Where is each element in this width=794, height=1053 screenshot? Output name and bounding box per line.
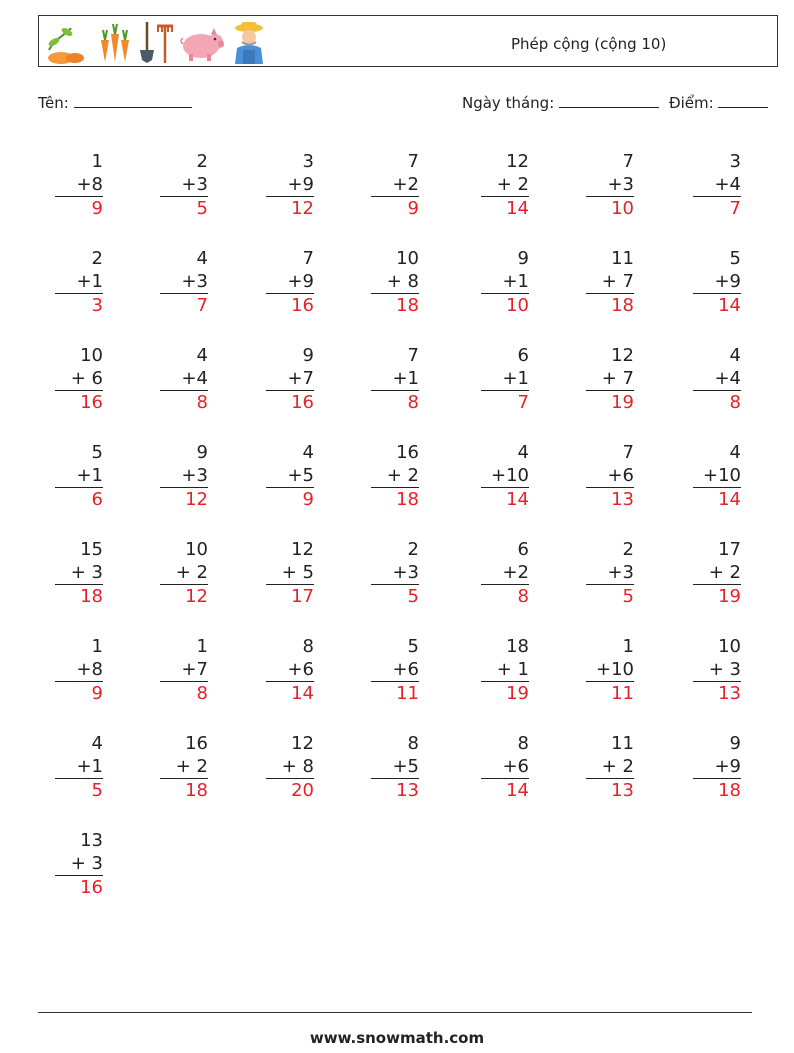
second-addend: +3 (371, 561, 419, 585)
addition-problem (586, 732, 634, 802)
header-box (38, 15, 778, 67)
addition-problem (481, 344, 529, 414)
answer: 9 (91, 198, 103, 219)
answer: 18 (611, 295, 634, 316)
first-addend: 4 (91, 733, 103, 754)
second-addend: +5 (371, 755, 419, 779)
first-addend: 1 (91, 151, 103, 172)
answer: 8 (196, 392, 208, 413)
first-addend: 10 (80, 345, 103, 366)
answer: 12 (185, 586, 208, 607)
answer: 14 (718, 489, 741, 510)
first-addend: 11 (611, 733, 634, 754)
second-addend: +1 (55, 464, 103, 488)
first-addend: 2 (407, 539, 419, 560)
first-addend: 4 (729, 345, 741, 366)
page-title: Phép cộng (cộng 10) (511, 35, 667, 53)
score-field (669, 93, 768, 112)
addition-problem (371, 247, 419, 317)
answer: 12 (291, 198, 314, 219)
answer: 18 (396, 295, 419, 316)
footer-site: www.snowmath.com (309, 1029, 485, 1047)
answer: 7 (196, 295, 208, 316)
second-addend: +6 (586, 464, 634, 488)
answer: 5 (622, 586, 634, 607)
answer: 7 (729, 198, 741, 219)
addition-problem (693, 732, 741, 802)
second-addend: +8 (55, 658, 103, 682)
second-addend: +1 (371, 367, 419, 391)
answer: 7 (517, 392, 529, 413)
footer-divider (38, 1012, 752, 1013)
answer: 9 (302, 489, 314, 510)
addition-problem (55, 829, 103, 899)
second-addend: +9 (693, 270, 741, 294)
second-addend: +6 (481, 755, 529, 779)
addition-problem (266, 635, 314, 705)
name-label: Tên: (38, 94, 69, 112)
second-addend: +1 (481, 367, 529, 391)
first-addend: 16 (396, 442, 419, 463)
second-addend: +9 (266, 270, 314, 294)
second-addend: +7 (266, 367, 314, 391)
first-addend: 2 (91, 248, 103, 269)
first-addend: 7 (622, 151, 634, 172)
addition-problem (371, 732, 419, 802)
second-addend: + 3 (55, 852, 103, 876)
date-field (462, 93, 659, 112)
second-addend: + 8 (266, 755, 314, 779)
answer: 18 (80, 586, 103, 607)
addition-problem (371, 344, 419, 414)
first-addend: 5 (729, 248, 741, 269)
first-addend: 4 (196, 345, 208, 366)
answer: 14 (506, 198, 529, 219)
second-addend: +3 (160, 173, 208, 197)
second-addend: +3 (160, 270, 208, 294)
answer: 16 (291, 392, 314, 413)
second-addend: + 2 (481, 173, 529, 197)
second-addend: +3 (160, 464, 208, 488)
second-addend: + 2 (586, 755, 634, 779)
first-addend: 5 (91, 442, 103, 463)
second-addend: +9 (693, 755, 741, 779)
second-addend: +10 (693, 464, 741, 488)
second-addend: +8 (55, 173, 103, 197)
addition-problem (55, 441, 103, 511)
sprout-carrot-icon (45, 20, 85, 64)
second-addend: + 2 (693, 561, 741, 585)
second-addend: +4 (693, 367, 741, 391)
first-addend: 12 (611, 345, 634, 366)
first-addend: 5 (407, 636, 419, 657)
answer: 16 (80, 392, 103, 413)
addition-problem (55, 732, 103, 802)
addition-problem (160, 732, 208, 802)
answer: 13 (396, 780, 419, 801)
answer: 14 (291, 683, 314, 704)
addition-problem (266, 247, 314, 317)
first-addend: 7 (302, 248, 314, 269)
answer: 14 (506, 780, 529, 801)
addition-problem (55, 247, 103, 317)
second-addend: +6 (266, 658, 314, 682)
addition-problem (586, 150, 634, 220)
answer: 13 (611, 489, 634, 510)
date-label: Ngày tháng: (462, 94, 555, 112)
first-addend: 7 (622, 442, 634, 463)
answer: 10 (611, 198, 634, 219)
second-addend: + 7 (586, 367, 634, 391)
addition-problem (481, 635, 529, 705)
addition-problem (371, 635, 419, 705)
first-addend: 10 (718, 636, 741, 657)
second-addend: + 8 (371, 270, 419, 294)
addition-problem (481, 150, 529, 220)
second-addend: +5 (266, 464, 314, 488)
answer: 12 (185, 489, 208, 510)
first-addend: 1 (622, 636, 634, 657)
addition-problem (693, 344, 741, 414)
first-addend: 18 (506, 636, 529, 657)
first-addend: 6 (517, 345, 529, 366)
date-blank (559, 93, 659, 108)
answer: 8 (729, 392, 741, 413)
second-addend: +10 (481, 464, 529, 488)
addition-problem (266, 344, 314, 414)
second-addend: +7 (160, 658, 208, 682)
addition-problem (55, 635, 103, 705)
name-blank (74, 93, 192, 108)
first-addend: 3 (729, 151, 741, 172)
second-addend: + 6 (55, 367, 103, 391)
addition-problem (266, 732, 314, 802)
farmer-icon (229, 20, 269, 64)
addition-problem (693, 247, 741, 317)
answer: 9 (91, 683, 103, 704)
second-addend: +1 (55, 270, 103, 294)
answer: 3 (91, 295, 103, 316)
answer: 16 (291, 295, 314, 316)
answer: 5 (407, 586, 419, 607)
first-addend: 10 (185, 539, 208, 560)
second-addend: +3 (586, 173, 634, 197)
first-addend: 11 (611, 248, 634, 269)
second-addend: +9 (266, 173, 314, 197)
first-addend: 9 (729, 733, 741, 754)
addition-problem (586, 441, 634, 511)
name-field (38, 93, 192, 112)
answer: 18 (185, 780, 208, 801)
answer: 9 (407, 198, 419, 219)
addition-problem (481, 441, 529, 511)
addition-problem (481, 732, 529, 802)
second-addend: +1 (55, 755, 103, 779)
first-addend: 17 (718, 539, 741, 560)
answer: 10 (506, 295, 529, 316)
second-addend: + 1 (481, 658, 529, 682)
addition-problem (55, 344, 103, 414)
second-addend: + 5 (266, 561, 314, 585)
first-addend: 16 (185, 733, 208, 754)
first-addend: 2 (622, 539, 634, 560)
first-addend: 4 (196, 248, 208, 269)
second-addend: +10 (586, 658, 634, 682)
first-addend: 12 (506, 151, 529, 172)
second-addend: +4 (160, 367, 208, 391)
addition-problem (160, 635, 208, 705)
addition-problem (586, 635, 634, 705)
score-blank (718, 93, 768, 108)
first-addend: 4 (517, 442, 529, 463)
first-addend: 9 (302, 345, 314, 366)
answer: 8 (407, 392, 419, 413)
second-addend: + 3 (55, 561, 103, 585)
answer: 19 (611, 392, 634, 413)
second-addend: + 2 (160, 755, 208, 779)
first-addend: 4 (302, 442, 314, 463)
second-addend: +6 (371, 658, 419, 682)
addition-problem (266, 538, 314, 608)
addition-problem (481, 538, 529, 608)
first-addend: 9 (517, 248, 529, 269)
first-addend: 12 (291, 733, 314, 754)
addition-problem (586, 344, 634, 414)
second-addend: + 3 (693, 658, 741, 682)
second-addend: +3 (586, 561, 634, 585)
first-addend: 1 (91, 636, 103, 657)
addition-problem (266, 150, 314, 220)
answer: 8 (196, 683, 208, 704)
shovel-rake-icon (135, 20, 175, 64)
first-addend: 7 (407, 345, 419, 366)
answer: 19 (718, 586, 741, 607)
answer: 5 (91, 780, 103, 801)
answer: 19 (506, 683, 529, 704)
addition-problem (693, 441, 741, 511)
addition-problem (693, 538, 741, 608)
addition-problem (371, 441, 419, 511)
first-addend: 8 (407, 733, 419, 754)
second-addend: +4 (693, 173, 741, 197)
addition-problem (160, 538, 208, 608)
score-label: Điểm: (669, 94, 714, 112)
pig-icon (179, 20, 225, 64)
addition-problem (160, 150, 208, 220)
first-addend: 1 (196, 636, 208, 657)
addition-problem (586, 538, 634, 608)
addition-problem (266, 441, 314, 511)
first-addend: 6 (517, 539, 529, 560)
first-addend: 3 (302, 151, 314, 172)
second-addend: + 2 (160, 561, 208, 585)
answer: 11 (396, 683, 419, 704)
addition-problem (55, 150, 103, 220)
first-addend: 10 (396, 248, 419, 269)
second-addend: +2 (371, 173, 419, 197)
answer: 18 (718, 780, 741, 801)
first-addend: 12 (291, 539, 314, 560)
second-addend: +1 (481, 270, 529, 294)
second-addend: + 7 (586, 270, 634, 294)
answer: 13 (718, 683, 741, 704)
addition-problem (586, 247, 634, 317)
addition-problem (371, 538, 419, 608)
addition-problem (693, 635, 741, 705)
answer: 13 (611, 780, 634, 801)
addition-problem (693, 150, 741, 220)
first-addend: 7 (407, 151, 419, 172)
addition-problem (160, 344, 208, 414)
answer: 14 (718, 295, 741, 316)
addition-problem (160, 441, 208, 511)
answer: 5 (196, 198, 208, 219)
first-addend: 2 (196, 151, 208, 172)
first-addend: 9 (196, 442, 208, 463)
carrots-icon (93, 20, 133, 64)
addition-problem (55, 538, 103, 608)
answer: 16 (80, 877, 103, 898)
answer: 14 (506, 489, 529, 510)
second-addend: + 2 (371, 464, 419, 488)
first-addend: 4 (729, 442, 741, 463)
answer: 17 (291, 586, 314, 607)
answer: 8 (517, 586, 529, 607)
answer: 11 (611, 683, 634, 704)
first-addend: 15 (80, 539, 103, 560)
first-addend: 8 (302, 636, 314, 657)
answer: 18 (396, 489, 419, 510)
answer: 20 (291, 780, 314, 801)
addition-problem (481, 247, 529, 317)
addition-problem (371, 150, 419, 220)
first-addend: 8 (517, 733, 529, 754)
first-addend: 13 (80, 830, 103, 851)
second-addend: +2 (481, 561, 529, 585)
answer: 6 (91, 489, 103, 510)
addition-problem (160, 247, 208, 317)
